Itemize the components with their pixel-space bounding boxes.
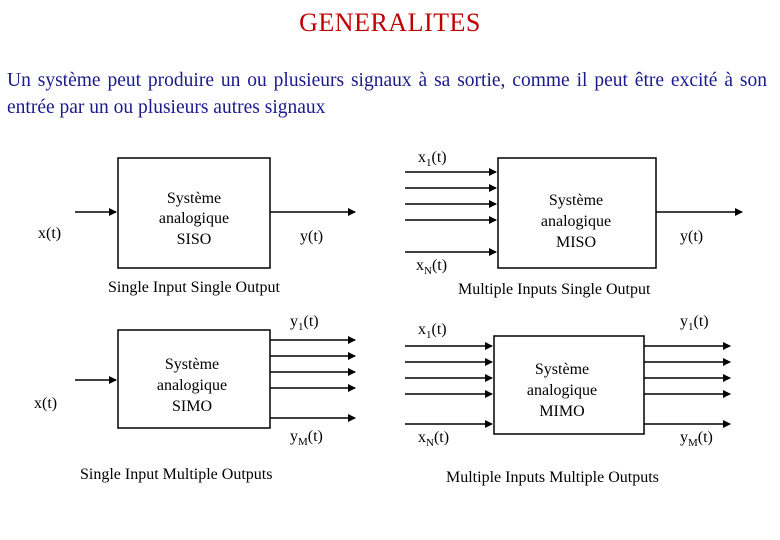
simo-box-line-1: Système (164, 356, 220, 373)
miso-box-line-2: analogique (540, 213, 612, 230)
mimo-box-line-1: Système (534, 361, 590, 378)
page-title: GENERALITES (299, 8, 481, 37)
mimo-input-first-label: $x_1(t)$ (418, 321, 447, 341)
mimo-output-last-label: $y_M(t)$ (680, 429, 713, 449)
simo-box-line-2: analogique (156, 377, 228, 394)
miso-box-line-3: MISO (555, 234, 597, 251)
simo-input-label: x(t) (34, 395, 58, 412)
siso-input-label: x(t) (38, 225, 62, 242)
miso-output-label: y(t) (680, 228, 704, 245)
simo-output-first-label: $y_1(t)$ (290, 313, 319, 333)
miso-input-last-label: $x_N(t)$ (416, 257, 448, 277)
siso-box-line-1: Système (166, 190, 222, 207)
mimo-output-first-label: $y_1(t)$ (680, 313, 709, 333)
miso-diagram (405, 149, 742, 298)
intro-paragraph: Un système peut produire un ou plusieurs signaux à sa sortie, comme il peut être excité à son entrée par un ou plusieurs autres signaux (7, 70, 767, 118)
miso-box-line-1: Système (548, 192, 604, 209)
siso-caption: Single Input Single Output (108, 279, 280, 296)
siso-diagram (38, 158, 355, 296)
mimo-box-line-3: MIMO (539, 403, 585, 420)
siso-box-line-3: SISO (176, 231, 212, 248)
simo-output-last-label: $y_M(t)$ (290, 428, 323, 448)
simo-caption: Single Input Multiple Outputs (80, 466, 273, 483)
miso-caption: Multiple Inputs Single Output (458, 281, 651, 298)
mimo-caption: Multiple Inputs Multiple Outputs (446, 469, 659, 486)
mimo-diagram (405, 313, 730, 486)
mimo-box-line-2: analogique (526, 382, 598, 399)
siso-box-line-2: analogique (158, 210, 230, 227)
siso-output-label: y(t) (300, 228, 324, 245)
simo-box-line-3: SIMO (171, 398, 213, 415)
miso-input-first-label: $x_1(t)$ (418, 149, 447, 169)
simo-diagram (34, 313, 355, 483)
mimo-input-last-label: $x_N(t)$ (418, 429, 450, 449)
